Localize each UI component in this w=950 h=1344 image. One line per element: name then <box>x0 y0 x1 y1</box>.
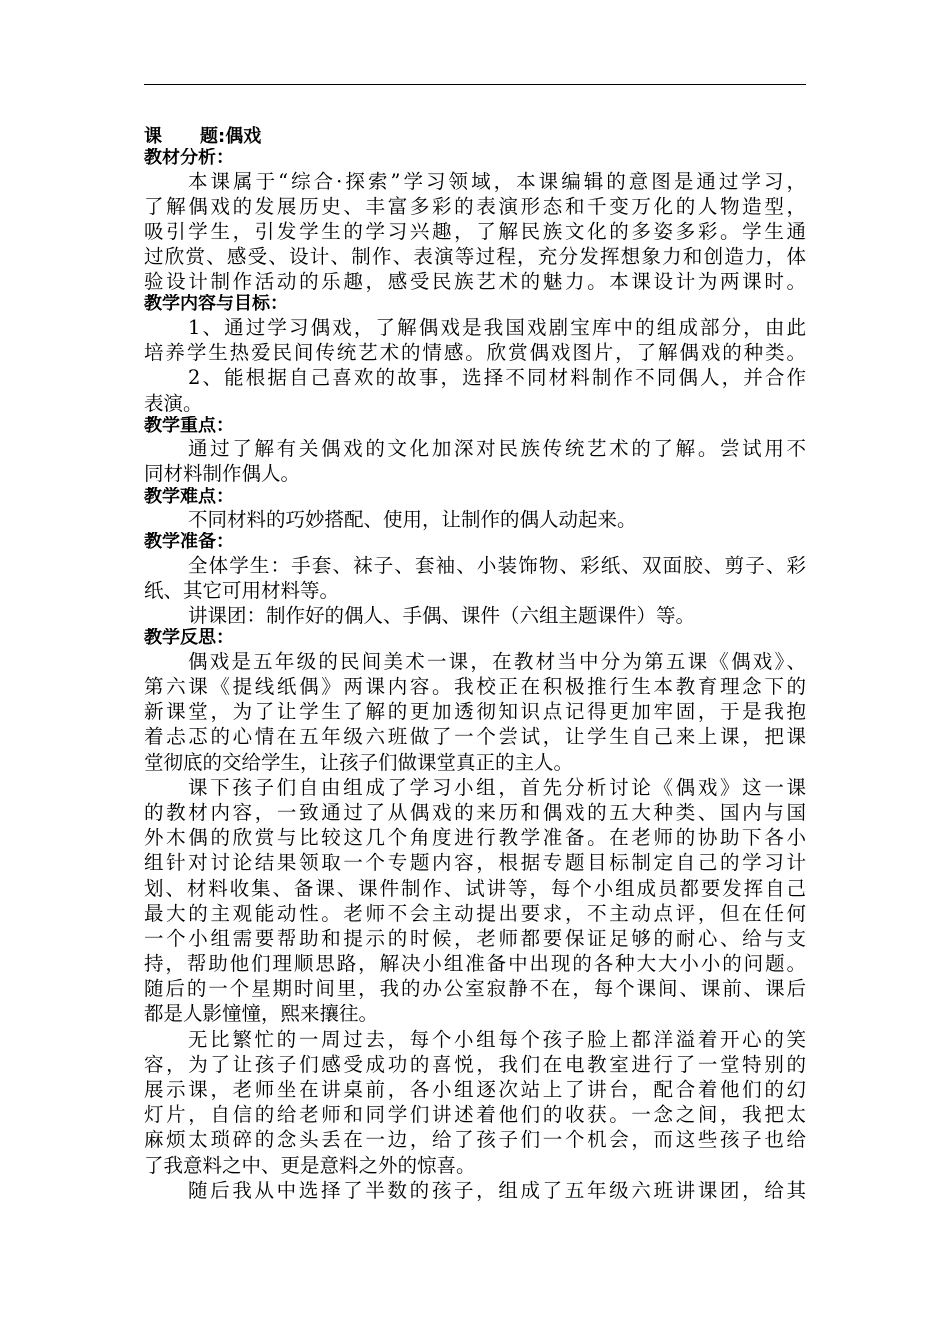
reflection-line: 持，帮助他们理顺思路，解决小组准备中出现的各种大大小小的问题。 <box>144 952 806 976</box>
reflection-line: 偶戏是五年级的民间美术一课，在教材当中分为第五课《偶戏》、 <box>188 649 806 673</box>
analysis-line: 吸引学生，引发学生的学习兴趣，了解民族文化的多姿多彩。学生通 <box>144 219 806 243</box>
reflection-line: 无比繁忙的一周过去，每个小组每个孩子脸上都洋溢着开心的笑 <box>188 1027 806 1051</box>
reflection-line: 课下孩子们自由组成了学习小组，首先分析讨论《偶戏》这一课 <box>188 775 806 799</box>
difficulty-line: 不同材料的巧妙搭配、使用，让制作的偶人动起来。 <box>188 508 637 532</box>
analysis-line: 本课属于“综合·探索”学习领域，本课编辑的意图是通过学习， <box>188 169 806 193</box>
reflection-line: 一个小组需要帮助和提示的时候，老师都要保证足够的耐心、给与支 <box>144 926 806 950</box>
reflection-line: 展示课，老师坐在讲桌前，各小组逐次站上了讲台，配合着他们的幻 <box>144 1078 806 1101</box>
reflection-line: 了我意料之中、更是意料之外的惊喜。 <box>144 1153 476 1177</box>
reflection-line: 随后我从中选择了半数的孩子，组成了五年级六班讲课团，给其 <box>188 1178 806 1202</box>
goals-line: 2、能根据自己喜欢的故事，选择不同材料制作不同偶人，并合作 <box>188 366 806 390</box>
analysis-line: 过欣赏、感受、设计、制作、表演等过程，充分发挥想象力和创造力，体 <box>144 245 806 269</box>
preparation-line: 全体学生：手套、袜子、套袖、小装饰物、彩纸、双面胶、剪子、彩 <box>188 553 806 577</box>
reflection-line: 的教材内容，一致通过了从偶戏的来历和偶戏的五大种类、国内与国 <box>144 800 806 824</box>
title-label-a: 课 <box>144 126 162 147</box>
reflection-line: 着忐忑的心情在五年级六班做了一个尝试，让学生自己来上课，把课 <box>144 725 806 749</box>
reflection-line: 随后的一个星期时间里，我的办公室寂静不在，每个课间、课前、课后 <box>144 977 806 1001</box>
reflection-line: 新课堂，为了让学生了解的更加透彻知识点记得更加牢固，于是我抱 <box>144 700 806 724</box>
analysis-line: 验设计制作活动的乐趣，感受民族艺术的魅力。本课设计为两课时。 <box>144 270 806 294</box>
section-heading-difficulty: 教学难点： <box>144 486 234 507</box>
section-heading-reflection: 教学反思： <box>144 628 234 649</box>
reflection-line: 划、材料收集、备课、课件制作、试讲等，每个小组成员都要发挥自己 <box>144 876 806 900</box>
reflection-line: 容，为了让孩子们感受成功的喜悦，我们在电教室进行了一堂特别的 <box>144 1052 806 1076</box>
goals-line: 表演。 <box>144 391 203 415</box>
focus-line: 通过了解有关偶戏的文化加深对民族传统艺术的了解。尝试用不 <box>188 437 806 461</box>
title-value: 偶戏 <box>225 126 262 147</box>
lesson-title <box>144 126 806 148</box>
header-rule <box>144 84 806 85</box>
preparation-line: 讲课团：制作好的偶人、手偶、课件（六组主题课件）等。 <box>188 604 696 628</box>
section-heading-preparation: 教学准备： <box>144 532 234 553</box>
reflection-line: 外木偶的欣赏与比较这几个角度进行教学准备。在老师的协助下各小 <box>144 826 806 850</box>
goals-line: 1、通过学习偶戏，了解偶戏是我国戏剧宝库中的组成部分，由此 <box>188 315 806 339</box>
reflection-line: 麻烦太琐碎的念头丢在一边，给了孩子们一个机会，而这些孩子也给 <box>144 1128 806 1152</box>
focus-line: 同材料制作偶人。 <box>144 462 301 486</box>
goals-line: 培养学生热爱民间传统艺术的情感。欣赏偶戏图片，了解偶戏的种类。 <box>144 341 806 365</box>
reflection-line: 最大的主观能动性。老师不会主动提出要求，不主动点评，但在任何 <box>144 901 806 925</box>
reflection-line: 第六课《提线纸偶》两课内容。我校正在积极推行生本教育理念下的 <box>144 675 806 698</box>
preparation-line: 纸、其它可用材料等。 <box>144 578 340 602</box>
section-heading-analysis: 教材分析： <box>144 148 234 168</box>
section-heading-goals: 教学内容与目标： <box>144 294 288 315</box>
reflection-line: 都是人影憧憧，熙来攘往。 <box>144 1002 379 1026</box>
analysis-line: 了解偶戏的发展历史、丰富多彩的表演形态和千变万化的人物造型， <box>144 194 806 218</box>
document-body <box>144 126 806 1203</box>
reflection-line: 灯片，自信的给老师和同学们讲述着他们的收获。一念之间，我把太 <box>144 1103 806 1127</box>
title-label-b: 题: <box>200 126 226 147</box>
section-heading-focus: 教学重点： <box>144 415 234 436</box>
reflection-line: 堂彻底的交给学生，让孩子们做课堂真正的主人。 <box>144 750 574 774</box>
reflection-line: 组针对讨论结果领取一个专题内容，根据专题目标制定自己的学习计 <box>144 851 806 875</box>
